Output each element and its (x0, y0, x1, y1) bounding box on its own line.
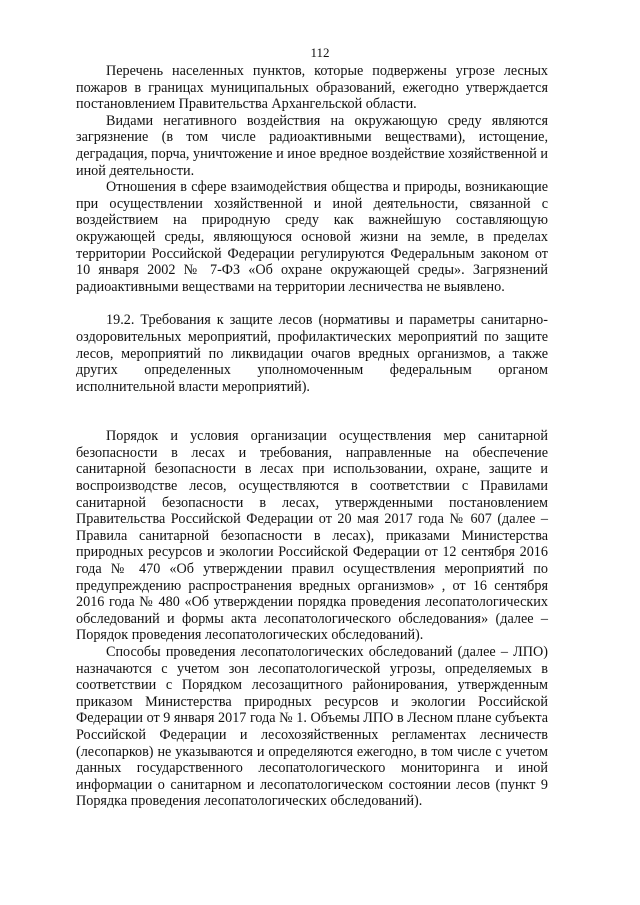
page-number: 112 (310, 45, 330, 60)
paragraph-lpo-methods: Способы проведения лесопатологических обследований (далее – ЛПО) назначаются с учетом зон лесопатологической угрозы, определяемых в соответствии с Порядком лесозащитного районирования, утвержденным приказом Министерства природных ресурсов и экологии Российской Федерации от 9 января 2017 года № 1. Объемы ЛПО в Лесном плане субъекта Российской Федерации и лесохозяйственных регламентах лесничеств (лесопарков) не указываются и определяются ежегодно, в том числе с учетом данных государственного лесопатологического мониторинга и иной информации о санитарном и лесопатологическом состоянии лесов (пункт 9 Порядка проведения лесопатологических обследований). (76, 644, 548, 810)
document-body (76, 63, 548, 810)
paragraph-society-nature-relations: Отношения в сфере взаимодействия общества и природы, возникающие при осуществлении хозяйственной и иной деятельности, связанной с воздействием на природную среду как важнейшую составляющую окружающей среды, являющуюся основой жизни на земле, в пределах территории Российской Федерации регулируются Федеральным законом от 10 января 2002 № 7-ФЗ «Об охране окружающей среды». Загрязнений радиоактивными веществами на территории лесничества не выявлено. (76, 179, 548, 295)
paragraph-negative-impact: Видами негативного воздействия на окружающую среду являются загрязнение (в том числе радиоактивными веществами), истощение, деградация, порча, уничтожение и иное вредное воздействие хозяйственной и иной деятельности. (76, 112, 548, 179)
paragraph-settlements-list: Перечень населенных пунктов, которые подвержены угрозе лесных пожаров в границах муниципальных образований, ежегодно утверждается постановлением Правительства Архангельской области. (76, 63, 548, 113)
paragraph-sanitary-safety: Порядок и условия организации осуществления мер санитарной безопасности в лесах и требования, направленные на обеспечение санитарной безопасности в лесах при использовании, охране, защите и воспроизводстве лесов, осуществляются в соответствии с Правилами санитарной безопасности в лесах, утвержденными постановлением Правительства Российской Федерации от 20 мая 2017 года № 607 (далее – Правила санитарной безопасности в лесах), приказами Министерства природных ресурсов и экологии Российской Федерации от 12 сентября 2016 года № 470 «Об утверждении правил осуществления мероприятий по предупреждению распространения вредных организмов» , от 16 сентября 2016 года № 480 «Об утверждении порядка проведения лесопатологических обследований и формы акта лесопатологического обследования» (далее – Порядок проведения лесопатологических обследований). (76, 428, 548, 644)
section-heading-19-2: 19.2. Требования к защите лесов (нормативы и параметры санитарно-оздоровительных мероприятий, профилактических мероприятий по защите лесов, мероприятий по ликвидации очагов вредных организмов, а также других определенных уполномоченным федеральным органом исполнительной власти мероприятий). (76, 312, 548, 395)
